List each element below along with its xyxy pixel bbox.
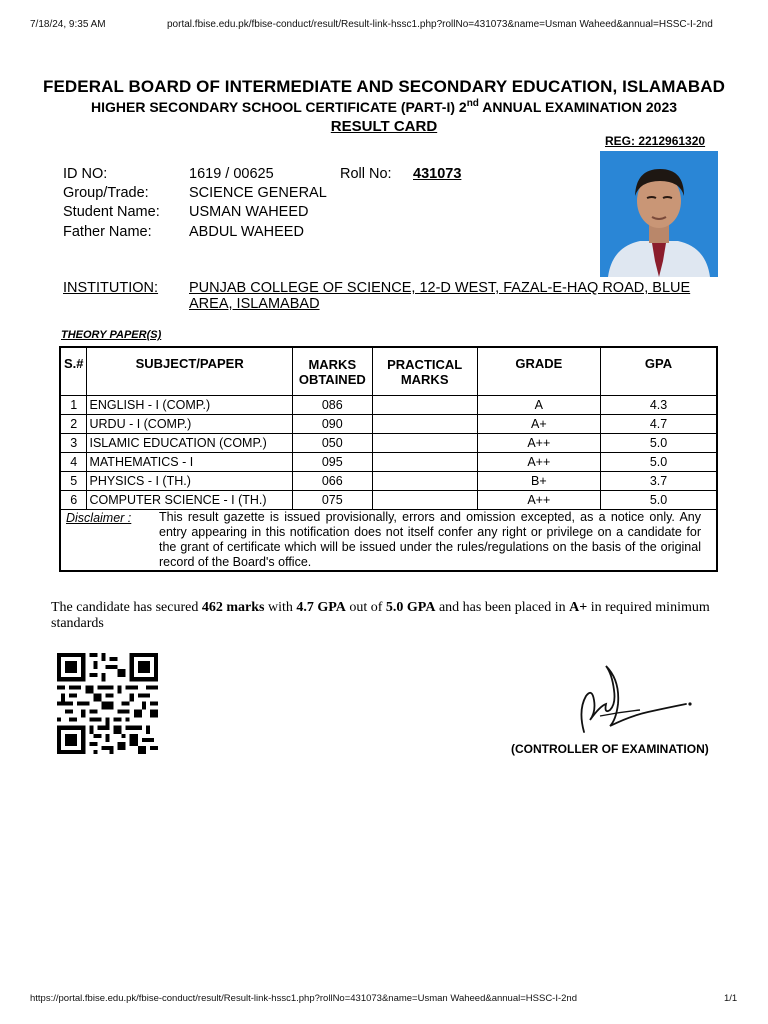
controller-title: (CONTROLLER OF EXAMINATION): [511, 742, 709, 756]
cell-marks: 095: [292, 453, 372, 472]
disclaimer-cell: [60, 510, 717, 572]
footer-url: https://portal.fbise.edu.pk/fbise-conduct/result/Result-link-hssc1.php?rollNo=431073&name=Usman Waheed&annual=HSSC-I-2nd: [30, 993, 577, 1004]
student-name-value: USMAN WAHEED: [189, 204, 309, 220]
summary-grade: A+: [569, 600, 588, 615]
father-name-label: Father Name:: [63, 224, 152, 240]
header-marks-line1: MARKS: [308, 356, 357, 372]
cell-subject: ENGLISH - I (COMP.): [87, 396, 292, 415]
results-table: [59, 346, 718, 572]
cell-marks: 090: [292, 415, 372, 434]
group-value: SCIENCE GENERAL: [189, 185, 327, 201]
exam-title: [0, 98, 768, 115]
institution-label: INSTITUTION:: [63, 280, 159, 296]
summary-part1: The candidate has secured: [51, 600, 202, 615]
cell-grade: B+: [477, 472, 600, 491]
table-header-row: [60, 347, 717, 396]
qr-code: [57, 653, 158, 754]
id-label: ID NO:: [63, 166, 108, 182]
cell-gpa: 5.0: [601, 434, 717, 453]
cell-practical: [372, 491, 477, 510]
cell-marks: 050: [292, 434, 372, 453]
cell-grade: A++: [477, 434, 600, 453]
summary-part3: out of: [345, 600, 386, 615]
cell-gpa: 4.7: [601, 415, 717, 434]
exam-title-sup: nd: [466, 98, 479, 109]
student-photo: [600, 151, 718, 277]
disclaimer-label: Disclaimer :: [66, 511, 132, 525]
header-practical: [372, 347, 477, 396]
cell-practical: [372, 453, 477, 472]
table-row: [60, 415, 717, 434]
disclaimer-text: This result gazette is issued provisionally, errors and omission excepted, as a notice only. Any entry appearing in this notification does not itself confer any right or privilege on a candidate for the grant of certificate which will be issued under the rules/regulations on the basis of the original record of the Board's office.: [159, 510, 701, 569]
cell-gpa: 4.3: [601, 396, 717, 415]
controller-signature: [570, 660, 695, 740]
cell-grade: A+: [477, 415, 600, 434]
header-grade: GRADE: [477, 347, 600, 396]
summary-gpa: 4.7 GPA: [296, 600, 346, 615]
table-row: [60, 453, 717, 472]
header-gpa: GPA: [601, 347, 717, 396]
cell-sno: 6: [60, 491, 87, 510]
cell-marks: 066: [292, 472, 372, 491]
header-marks-line2: OBTAINED: [298, 371, 366, 387]
summary-marks: 462 marks: [201, 600, 265, 615]
table-row: [60, 472, 717, 491]
cell-sno: 3: [60, 434, 87, 453]
cell-sno: 4: [60, 453, 87, 472]
cell-practical: [372, 472, 477, 491]
table-row: [60, 491, 717, 510]
summary-part4: and has been placed in: [435, 600, 570, 615]
cell-gpa: 3.7: [601, 472, 717, 491]
header-practical-line2: MARKS: [400, 371, 449, 387]
footer-page-number: 1/1: [724, 993, 738, 1004]
exam-title-suffix: ANNUAL EXAMINATION 2023: [478, 99, 678, 115]
summary-max-gpa: 5.0 GPA: [385, 600, 436, 615]
board-title: FEDERAL BOARD OF INTERMEDIATE AND SECONDARY EDUCATION, ISLAMABAD: [43, 77, 725, 96]
registration-number: REG: 2212961320: [605, 134, 706, 148]
student-name-label: Student Name:: [63, 204, 160, 220]
cell-grade: A++: [477, 491, 600, 510]
cell-marks: 075: [292, 491, 372, 510]
exam-title-prefix: HIGHER SECONDARY SCHOOL CERTIFICATE (PART-I) 2: [90, 99, 467, 115]
header-practical-line1: PRACTICAL: [387, 356, 463, 372]
roll-label: Roll No:: [340, 166, 392, 182]
cell-subject: COMPUTER SCIENCE - I (TH.): [87, 491, 292, 510]
father-name-value: ABDUL WAHEED: [189, 224, 304, 240]
cell-practical: [372, 434, 477, 453]
cell-gpa: 5.0: [601, 491, 717, 510]
result-summary: [51, 600, 721, 632]
summary-part5: in required minimum standards: [51, 600, 710, 631]
cell-sno: 2: [60, 415, 87, 434]
cell-subject: MATHEMATICS - I: [87, 453, 292, 472]
institution-value: PUNJAB COLLEGE OF SCIENCE, 12-D WEST, FAZAL-E-HAQ ROAD, BLUE AREA, ISLAMABAD: [189, 280, 691, 312]
cell-practical: [372, 415, 477, 434]
id-value: 1619 / 00625: [189, 166, 274, 182]
header-marks: [292, 347, 372, 396]
header-sno: S.#: [60, 347, 87, 396]
cell-subject: ISLAMIC EDUCATION (COMP.): [87, 434, 292, 453]
table-row: [60, 396, 717, 415]
student-photo-figure: [600, 151, 718, 277]
cell-practical: [372, 396, 477, 415]
table-row: [60, 434, 717, 453]
print-url: portal.fbise.edu.pk/fbise-conduct/result/Result-link-hssc1.php?rollNo=431073&name=Usman Waheed&annual=HSSC-I-2nd: [167, 19, 713, 30]
group-label: Group/Trade:: [63, 185, 149, 201]
summary-part2: with: [264, 600, 297, 615]
disclaimer-row: [60, 510, 717, 572]
cell-gpa: 5.0: [601, 453, 717, 472]
result-card-title: RESULT CARD: [330, 118, 438, 135]
cell-sno: 5: [60, 472, 87, 491]
cell-grade: A++: [477, 453, 600, 472]
cell-marks: 086: [292, 396, 372, 415]
cell-subject: PHYSICS - I (TH.): [87, 472, 292, 491]
cell-sno: 1: [60, 396, 87, 415]
header-subject: SUBJECT/PAPER: [87, 347, 292, 396]
cell-grade: A: [477, 396, 600, 415]
cell-subject: URDU - I (COMP.): [87, 415, 292, 434]
print-datetime: 7/18/24, 9:35 AM: [30, 19, 106, 30]
roll-value: 431073: [413, 166, 462, 182]
theory-papers-label: THEORY PAPER(S): [61, 329, 162, 341]
